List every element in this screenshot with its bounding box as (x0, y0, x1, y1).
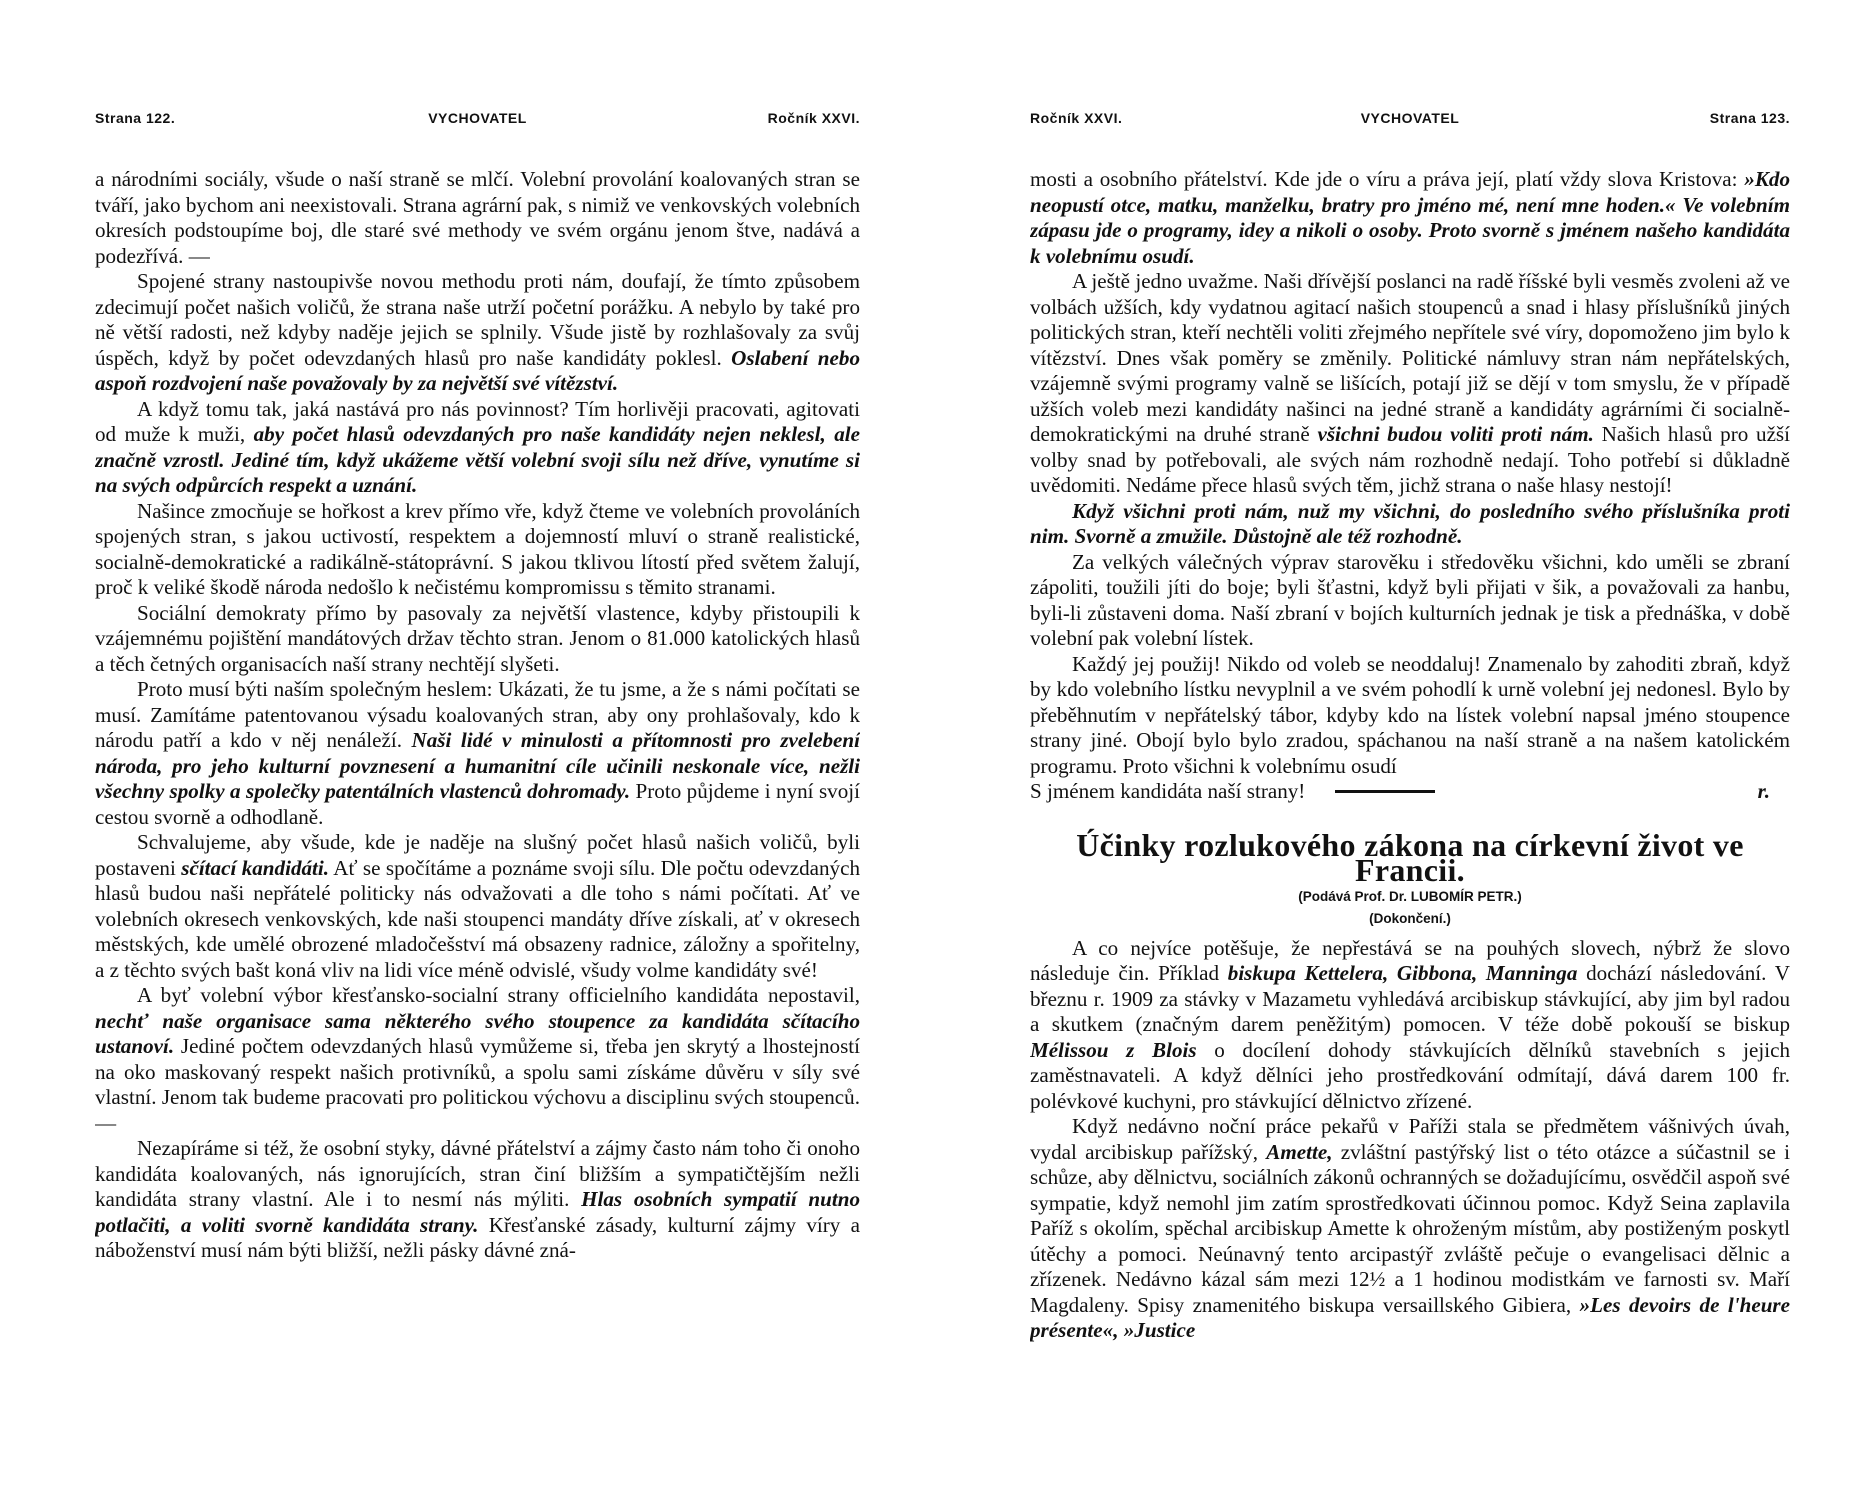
emphasized-text: Když všichni proti nám, nuž my všichni, do posledního svého příslušníka proti nim. Svorně a zmužile. Důstojně ale též rozhodně. (1030, 498, 1790, 548)
right-page (1030, 110, 1790, 1390)
text-run: A když tomu tak, jaká nastává pro nás povinnost? Tím horlivěji pracovati, agitovati od muže k muži, (95, 396, 860, 446)
emphasized-text: nechť naše organisace sama některého svého stoupence za kandidáta sčítacího ustanoví. (95, 1008, 860, 1058)
paragraph (95, 601, 860, 678)
emphasized-text: sčítací kandidáti. (181, 855, 330, 880)
paragraph (95, 269, 860, 397)
emphasized-text: Mélissou z Blois (1030, 1037, 1197, 1062)
left-page-header (95, 110, 860, 134)
paragraph (95, 397, 860, 499)
text-run: a národními sociály, všude o naší straně se mlčí. Volební provolání koalovaných stran se tváří, jako bychom ani neexistovali. Strana agrární pak, s nimiž ve venkovských volebních okresích podstoupíme boj, dle staré své methody ve svém orgánu jenom štve, nadává a podezřívá. — (95, 167, 860, 268)
right-page-number: Strana 123. (1709, 110, 1790, 126)
text-run: Proto musí býti naším společným heslem: Ukázati, že tu jsme, a že s námi počítati se musí. Zamítáme patentovanou výsadu koalovaných stran, aby ony prohlašovaly, kdo k národu patří a kdo v něj nenáleží. (95, 677, 860, 752)
emphasized-text: Naši lidé v minulosti a přítomnosti pro zvelebení národa, pro jeho kulturní povznesení a humanitní cíle učinili neskonale více, nežli všechny spolky a společky patentálních vlastenců dohromady. (95, 728, 860, 803)
emphasized-text: Oslabení nebo aspoň rozdvojení naše považovaly by za největší své vítězství. (95, 345, 860, 395)
text-run: Když nedávno noční práce pekařů v Paříži stala se předmětem vášnivých úvah, vydal arcibiskup pařížský, (1030, 1114, 1790, 1164)
text-run: Sociální demokraty přímo by pasovaly za největší vlastence, kdyby přistoupili k vzájemnému pojištění mandátových držav těchto stran. Jenom o 81.000 katolických hlasů a těch četných organisacích naší strany nechtějí slyšeti. (95, 600, 860, 676)
paragraph (95, 167, 860, 269)
right-running-title: VYCHOVATEL (1360, 110, 1460, 126)
text-run: Proto půjdeme i nyní svojí cestou svorně a odhodlaně. (95, 779, 860, 829)
text-run: Křesťanské zásady, kulturní zájmy víry a náboženství musí nám býti bližší, nežli pásky dávné zná- (95, 1212, 860, 1262)
text-run: Každý jej použij! Nikdo od voleb se neoddaluj! Znamenalo by zahoditi zbraň, když by kdo volebního lístku nevyplnil a ve svém pohodlí k urně volební jej nedonesl. Bylo by přeběhnutím v nepřátelský tábor, kdyby kdo na lístek volební napsal jméno stoupence strany jiné. Obojí bylo bylo zradou, spáchanou na naší straně a na našem katolickém programu. Proto všichni k volebnímu osudí (1030, 651, 1790, 778)
emphasized-text: všichni budou voliti proti nám. (1317, 422, 1594, 446)
right-top-paragraphs (1030, 167, 1790, 779)
closing-line (1030, 779, 1790, 805)
paragraph (1030, 167, 1790, 269)
closing-sentence: S jménem kandidáta naší strany! (1030, 779, 1306, 803)
emphasized-text: »Kdo neopustí otce, matku, manželku, bratry pro jméno mé, není mne hoden.« Ve volebním zápasu jde o programy, idey a nikoli o osoby. Proto svorně s jménem našeho kandidáta k volebnímu osudí. (1030, 167, 1790, 268)
text-run: dochází následování. V březnu r. 1909 za stávky v Mazametu vyhledává arcibiskup stávkující, aby jim byl radou a skutkem (značným darem peněžitým) pomocen. V téže době pokouší se biskup (1030, 961, 1790, 1036)
text-run: mosti a osobního přátelství. Kde jde o víru a práva její, platí vždy slova Kristova: (1030, 167, 1745, 191)
text-run: A byť volební výbor křesťansko-socialní strany officielního kandidáta nepostavil, (137, 983, 860, 1007)
right-bottom-paragraphs (1030, 936, 1790, 1344)
right-page-header (1030, 110, 1790, 134)
text-run: Našich hlasů pro užší volby snad by potřebovali, ale svých nám rozhodně nedají. Toho potřebí si důkladně uvědomiti. Nedáme přece hlasů svých těm, jichž strana o naše hlasy nestojí! (1030, 422, 1790, 497)
paragraph (95, 830, 860, 983)
author-signature: r. (1757, 779, 1770, 803)
emphasized-text: Hlas osobních sympatií nutno potlačiti, a voliti svorně kandidáta strany. (95, 1187, 860, 1237)
text-run: A co nejvíce potěšuje, že nepřestává se na pouhých slovech, nýbrž že slovo následuje čin. Příklad (1030, 935, 1790, 985)
paragraph (1030, 936, 1790, 1115)
left-running-title: VYCHOVATEL (428, 110, 527, 126)
article-title: Účinky rozlukového zákona na církevní život ve Francii. (1076, 826, 1744, 888)
text-run: Našince zmocňuje se hořkost a krev přímo vře, když čteme ve volebních provoláních spojených stran, s jakou uctivostí, respektem a dojemností mluví o straně realistické, socialně-demokratické a radikálně-státoprávní. S jakou tklivou lítostí před světem žalují, proč k veliké škodě národa nedošlo k nečistému kompromissu s těmito stranami. (95, 498, 860, 599)
left-page (95, 110, 860, 1390)
right-volume: Ročník XXVI. (1030, 110, 1123, 126)
text-run: Jediné počtem odevzdaných hlasů vymůžeme si, třeba jen skrytý a lhostejností na oko maskovaný respekt našich protivníků, a spolu sami získáme důvěru v síly své vlastní. Jenom tak budeme pracovati pro politickou výchovu a disciplinu svých stoupenců. — (95, 1034, 860, 1135)
paragraph (95, 677, 860, 830)
emphasized-text: »Les devoirs de l'heure présente«, »Justice (1030, 1292, 1790, 1342)
text-run: o docílení dohody stávkujících dělníků stavebních s jejich zaměstnavateli. A když dělníci jeho prostředkování odmítají, dává darem 100 fr. polévkové kuchyni, pro stávkující dělnictvo zřízené. (1030, 1037, 1790, 1113)
paragraph (95, 1136, 860, 1264)
emphasized-text: aby počet hlasů odevzdaných pro naše kandidáty nejen neklesl, ale značně vzrostl. Jediné tím, když ukážeme větší volební svoji sílu než dříve, vynutíme si na svých odpůrcích respekt a uznání. (95, 422, 860, 497)
paragraph (1030, 499, 1790, 550)
text-run: Ať se spočítáme a poznáme svoji sílu. Dle počtu odevzdaných hlasů budou naši nepřátelé politicky nás odvažovati a dle toho s námi počítati. Ať ve volebních okresech venkovských, kde naši stoupenci mandáty dříve získali, ať v okresech městských, kde umělé obrozené mladočešství má obsazeny radnice, záložny a spořitelny, a z těchto svých bašt koná vliv na lidi více méně odvislé, všudy volme kandidáty své! (95, 855, 860, 982)
text-run: Spojené strany nastoupivše novou methodu proti nám, doufají, že tímto způsobem zdecimují počet našich voličů, že strana naše utrží početní porážku. A nebylo by také pro ně větší radosti, než kdyby naděje jejich se splnily. Všude jistě by rozhlašovaly za svůj úspěch, když by počet odevzdaných hlasů pro naše kandidáty poklesl. (95, 269, 860, 370)
paragraph (1030, 550, 1790, 652)
paragraph (1030, 1114, 1790, 1344)
left-volume: Ročník XXVI. (767, 110, 860, 126)
article-byline: (Podává Prof. Dr. LUBOMÍR PETR.) (1298, 888, 1522, 904)
emphasized-text: Amette, (1266, 1139, 1333, 1164)
right-body-text (1030, 167, 1790, 1344)
left-body-text (95, 167, 860, 1264)
text-run: Za velkých válečných výprav starověku i středověku všichni, kdo uměli se zbraní zápoliti, toužili jíti do boje; byli šťastni, když byli přijati v šik, a považovali za hanbu, byli-li zůstaveni doma. Naší zbraní v bojích kulturních jednak je tisk a přednáška, v době volební pak volební lístek. (1030, 549, 1790, 650)
text-run: A ještě jedno uvažme. Naši dřívější poslanci na radě říšské byli vesměs zvoleni až ve volbách užších, kdy vydatnou agitací našich stoupenců a snad i hlasy příslušníků jiných politických stran, kteří nechtěli voliti zřejmého nepřítele své víry, dopomoženo jim bylo k vítězství. Dnes však poměry se změnily. Politické námluvy stran nám nepřátelských, vzájemně svými programy valně se lišících, potají již se dějí v tom smyslu, že v případě užších voleb mezi kandidáty našinci na jedné straně a kandidáty agrárními či socialně-demokratickými na druhé straně (1030, 269, 1790, 446)
paragraph (95, 983, 860, 1136)
left-page-number: Strana 122. (95, 110, 176, 126)
text-run: zvláštní pastýřský list o této otázce a súčastnil se i schůze, aby dělnictvu, sociálních zákonů ochranných se dožadujícímu, osvědčil aspoň své sympatie, když nemohl jim zatím sprostředkovati účinnou pomoc. Když Seina zaplavila Paříž s okolím, spěchal arcibiskup Amette k ohroženým místům, aby postiženým poskytl útěchy a pomoci. Neúnavný tento arcipastýř zvláště pečuje o evangelisaci dělnic a zřízenek. Nedávno kázal sám mezi 12½ a 1 hodinou modistkám ve farnosti sv. Maří Magdaleny. Spisy znamenitého biskupa versaillského Gibiera, (1030, 1139, 1790, 1317)
paragraph (1030, 652, 1790, 780)
article-continued-note: (Dokončení.) (1369, 910, 1451, 926)
text-run: Nezapíráme si též, že osobní styky, dávné přátelství a zájmy často nám toho či onoho kandidáta koalovaných, nás ignorujících, stran činí bližším a sympatičtějším nežli kandidáta strany vlastní. Ale i to nesmí nás mýliti. (95, 1136, 860, 1211)
separator-rule (1335, 790, 1435, 793)
paragraph (95, 499, 860, 601)
emphasized-text: biskupa Kettelera, Gibbona, Manninga (1227, 961, 1578, 985)
text-run: Schvalujeme, aby všude, kde je naděje na slušný počet hlasů našich voličů, byli postaveni (95, 830, 860, 880)
paragraph (1030, 269, 1790, 499)
